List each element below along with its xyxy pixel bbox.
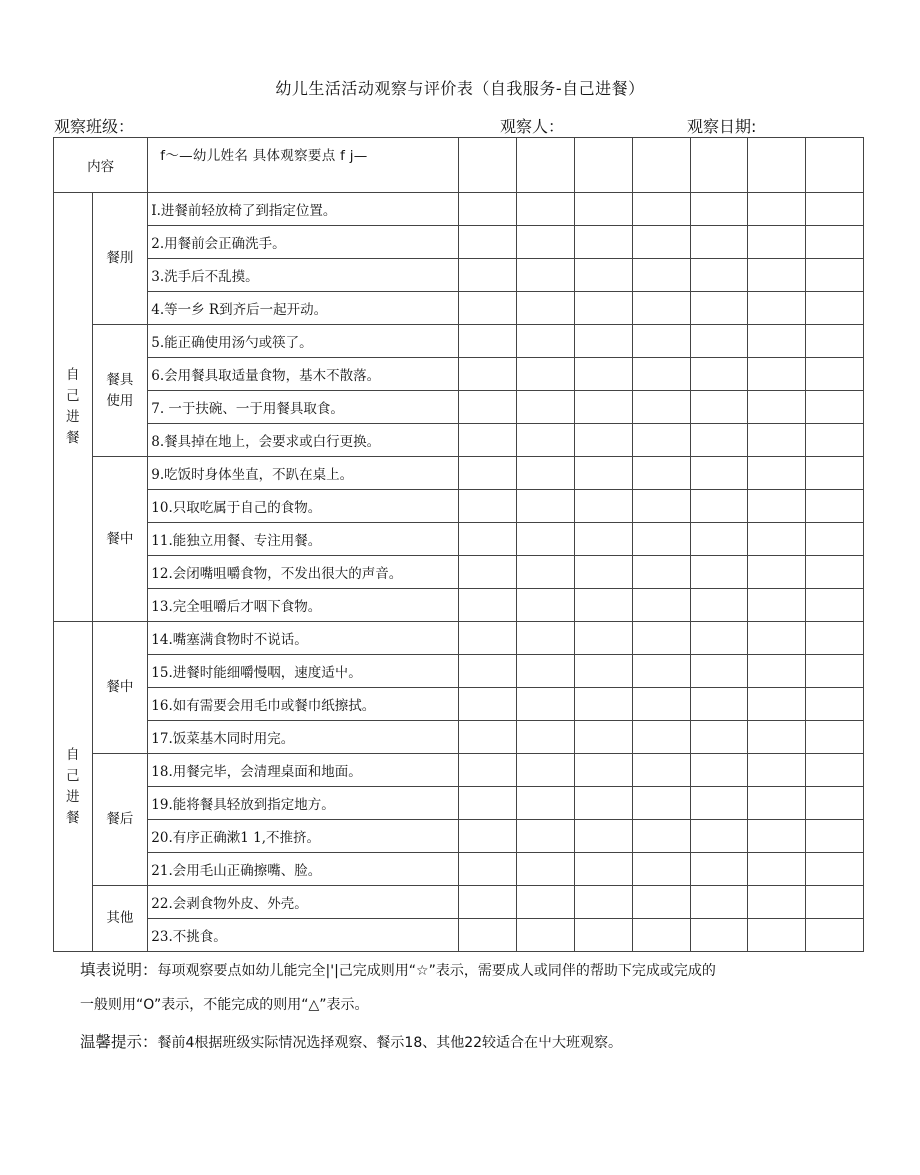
rating-cell[interactable] [806, 787, 864, 820]
rating-cell[interactable] [632, 688, 690, 721]
rating-cell[interactable] [748, 490, 806, 523]
tip-label: 温馨提示： [80, 1033, 158, 1051]
observation-item: 8.餐具掉在地上，会要求或白行更换。 [148, 424, 459, 457]
rating-cell[interactable] [575, 919, 633, 952]
fill-instructions-text: 每项观察要点如幼儿能完全|'|己完成则用“☆”表示，需要成人或同伴的帮助下完成或完成的 [157, 963, 716, 979]
rating-cell[interactable] [690, 226, 748, 259]
observation-item: 4.等一乡 R到齐后一起开动。 [148, 292, 459, 325]
rating-cell[interactable] [575, 886, 633, 919]
rating-cell[interactable] [690, 358, 748, 391]
rating-cell[interactable] [806, 919, 864, 952]
rating-cell[interactable] [690, 523, 748, 556]
rating-cell[interactable] [690, 424, 748, 457]
rating-cell[interactable] [632, 919, 690, 952]
rating-cell[interactable] [575, 424, 633, 457]
observation-item: 14.嘴塞满食物时不说话。 [148, 622, 459, 655]
child-name-cell[interactable] [690, 138, 748, 193]
rating-cell[interactable] [575, 292, 633, 325]
tip-text: 餐前4根据班级实际情况选择观察、餐示18、其他22较适合在屮大班观察。 [157, 1035, 623, 1051]
rating-cell[interactable] [459, 721, 517, 754]
rating-cell[interactable] [459, 919, 517, 952]
observation-item: 2.用餐前会正确洗手。 [148, 226, 459, 259]
rating-cell[interactable] [690, 853, 748, 886]
rating-cell[interactable] [748, 292, 806, 325]
rating-cell[interactable] [690, 589, 748, 622]
rating-cell[interactable] [459, 820, 517, 853]
rating-cell[interactable] [632, 325, 690, 358]
rating-cell[interactable] [517, 325, 575, 358]
rating-cell[interactable] [806, 490, 864, 523]
rating-cell[interactable] [517, 589, 575, 622]
rating-cell[interactable] [459, 589, 517, 622]
rating-cell[interactable] [690, 457, 748, 490]
group-label [92, 622, 148, 754]
group-label [92, 886, 148, 952]
rating-cell[interactable] [632, 490, 690, 523]
rating-cell[interactable] [632, 754, 690, 787]
observation-item: 12.会闭嘴咀嚼食物，不发出很大的声音。 [148, 556, 459, 589]
rating-cell[interactable] [806, 721, 864, 754]
rating-cell[interactable] [806, 523, 864, 556]
rating-cell[interactable] [575, 325, 633, 358]
rating-cell[interactable] [517, 820, 575, 853]
fill-instructions-label: 填表说明： [80, 961, 158, 979]
group-label [92, 193, 148, 325]
rating-cell[interactable] [459, 193, 517, 226]
rating-cell[interactable] [748, 424, 806, 457]
rating-cell[interactable] [459, 292, 517, 325]
rating-cell[interactable] [806, 688, 864, 721]
rating-cell[interactable] [517, 688, 575, 721]
rating-cell[interactable] [517, 226, 575, 259]
rating-cell[interactable] [575, 556, 633, 589]
rating-cell[interactable] [575, 622, 633, 655]
rating-cell[interactable] [690, 919, 748, 952]
rating-cell[interactable] [575, 820, 633, 853]
group-label-text: 餐中 [106, 530, 134, 547]
table-row [54, 754, 864, 787]
rating-cell[interactable] [690, 622, 748, 655]
rating-cell[interactable] [632, 358, 690, 391]
rating-cell[interactable] [690, 886, 748, 919]
rating-cell[interactable] [632, 589, 690, 622]
table-row [54, 688, 864, 721]
rating-cell[interactable] [806, 391, 864, 424]
rating-cell[interactable] [517, 919, 575, 952]
observation-item: 18.用餐完毕，会清理桌面和地面。 [148, 754, 459, 787]
rating-cell[interactable] [690, 787, 748, 820]
rating-cell[interactable] [575, 358, 633, 391]
observation-item: 3.洗手后不乱摸。 [148, 259, 459, 292]
table-row [54, 391, 864, 424]
rating-cell[interactable] [806, 556, 864, 589]
tip [80, 1032, 622, 1053]
table-row [54, 853, 864, 886]
rating-cell[interactable] [806, 259, 864, 292]
rating-cell[interactable] [575, 589, 633, 622]
child-name-header: f～—幼儿姓名 具体观察要点 f j— [148, 138, 459, 193]
content-header: 内容 [54, 138, 148, 193]
rating-cell[interactable] [517, 193, 575, 226]
table-row [54, 292, 864, 325]
rating-cell[interactable] [690, 259, 748, 292]
rating-cell[interactable] [632, 292, 690, 325]
observer-label: 观察人： [500, 117, 565, 136]
rating-cell[interactable] [459, 424, 517, 457]
rating-cell[interactable] [517, 886, 575, 919]
rating-cell[interactable] [632, 787, 690, 820]
rating-cell[interactable] [517, 622, 575, 655]
rating-cell[interactable] [690, 292, 748, 325]
rating-cell[interactable] [806, 193, 864, 226]
rating-cell[interactable] [459, 853, 517, 886]
rating-cell[interactable] [806, 325, 864, 358]
rating-cell[interactable] [459, 886, 517, 919]
observation-item: 15.进餐时能细嚼慢咽，速度适屮。 [148, 655, 459, 688]
rating-cell[interactable] [459, 754, 517, 787]
rating-cell[interactable] [690, 193, 748, 226]
rating-cell[interactable] [517, 490, 575, 523]
rating-cell[interactable] [748, 721, 806, 754]
rating-cell[interactable] [459, 622, 517, 655]
rating-cell[interactable] [575, 754, 633, 787]
rating-cell[interactable] [575, 853, 633, 886]
observation-item: 16.如有需要会用毛巾或餐巾纸擦拭。 [148, 688, 459, 721]
rating-cell[interactable] [517, 391, 575, 424]
rating-cell[interactable] [806, 292, 864, 325]
table-row [54, 193, 864, 226]
rating-cell[interactable] [575, 787, 633, 820]
rating-cell[interactable] [459, 325, 517, 358]
table-row [54, 622, 864, 655]
observation-item: 6.会用餐具取适量食物，基木不散落。 [148, 358, 459, 391]
child-name-cell[interactable] [748, 138, 806, 193]
rating-cell[interactable] [459, 226, 517, 259]
rating-cell[interactable] [632, 391, 690, 424]
rating-cell[interactable] [517, 259, 575, 292]
table-row [54, 919, 864, 952]
rating-cell[interactable] [748, 457, 806, 490]
observation-item: 21.会用毛山正确擦嘴、脸。 [148, 853, 459, 886]
rating-cell[interactable] [517, 787, 575, 820]
group-label [92, 325, 148, 457]
rating-cell[interactable] [632, 193, 690, 226]
rating-cell[interactable] [632, 820, 690, 853]
table-row [54, 226, 864, 259]
rating-cell[interactable] [748, 754, 806, 787]
child-name-cell[interactable] [575, 138, 633, 193]
rating-cell[interactable] [806, 655, 864, 688]
rating-cell[interactable] [459, 556, 517, 589]
group-label-text: 餐后 [106, 811, 134, 827]
rating-cell[interactable] [575, 391, 633, 424]
group-label-text: 餐中 [106, 679, 134, 695]
observation-item: 20.有序正确漱1 1,不推挤。 [148, 820, 459, 853]
group-label-text: 餐具使用 [106, 371, 134, 409]
rating-cell[interactable] [459, 655, 517, 688]
table-row [54, 721, 864, 754]
observation-item: 7. 一于扶碗、一于用餐具取食。 [148, 391, 459, 424]
rating-cell[interactable] [690, 556, 748, 589]
rating-cell[interactable] [690, 721, 748, 754]
group-label-text: 其他 [106, 910, 134, 926]
section-label-text: 自己进餐 [66, 367, 80, 446]
rating-cell[interactable] [690, 325, 748, 358]
rating-cell[interactable] [806, 358, 864, 391]
observation-item: 22.会剥食物外皮、外壳。 [148, 886, 459, 919]
rating-cell[interactable] [517, 655, 575, 688]
rating-cell[interactable] [632, 424, 690, 457]
rating-cell[interactable] [575, 226, 633, 259]
section-label-text: 自己进餐 [66, 746, 80, 826]
rating-cell[interactable] [748, 325, 806, 358]
rating-cell[interactable] [459, 490, 517, 523]
rating-cell[interactable] [806, 457, 864, 490]
child-name-cell[interactable] [459, 138, 517, 193]
observation-item: I.进餐前轻放椅了到指定位置。 [148, 193, 459, 226]
rating-cell[interactable] [575, 457, 633, 490]
table-row [54, 259, 864, 292]
observation-item: 11.能独立用餐、专注用餐。 [148, 523, 459, 556]
section-label [54, 622, 93, 952]
rating-cell[interactable] [517, 853, 575, 886]
rating-cell[interactable] [690, 655, 748, 688]
rating-cell[interactable] [806, 820, 864, 853]
page-title: 幼儿生活活动观察与评价表（自我服务-自己进餐） [275, 79, 645, 98]
rating-cell[interactable] [690, 820, 748, 853]
table-row [54, 523, 864, 556]
rating-cell[interactable] [748, 391, 806, 424]
observation-item: 10.只取吃属于自己的食物。 [148, 490, 459, 523]
date-label: 观察日期: [687, 117, 757, 136]
rating-cell[interactable] [459, 787, 517, 820]
rating-cell[interactable] [632, 523, 690, 556]
rating-cell[interactable] [748, 358, 806, 391]
rating-cell[interactable] [806, 424, 864, 457]
rating-cell[interactable] [575, 490, 633, 523]
rating-cell[interactable] [632, 721, 690, 754]
rating-cell[interactable] [517, 556, 575, 589]
rating-cell[interactable] [459, 457, 517, 490]
table-row [54, 325, 864, 358]
rating-cell[interactable] [575, 721, 633, 754]
rating-cell[interactable] [632, 886, 690, 919]
observation-item: 13.完全咀嚼后才咽下食物。 [148, 589, 459, 622]
rating-cell[interactable] [632, 556, 690, 589]
observation-table [53, 137, 864, 952]
rating-cell[interactable] [806, 589, 864, 622]
rating-cell[interactable] [632, 457, 690, 490]
rating-cell[interactable] [748, 193, 806, 226]
rating-cell[interactable] [806, 754, 864, 787]
observation-item: 9.吃饭时身体坐直，不趴在桌上。 [148, 457, 459, 490]
rating-cell[interactable] [517, 721, 575, 754]
table-row [54, 424, 864, 457]
rating-cell[interactable] [690, 391, 748, 424]
rating-cell[interactable] [575, 688, 633, 721]
table-row [54, 556, 864, 589]
rating-cell[interactable] [690, 688, 748, 721]
rating-cell[interactable] [459, 259, 517, 292]
section-label [54, 193, 93, 622]
rating-cell[interactable] [690, 754, 748, 787]
table-header-row [54, 138, 864, 193]
rating-cell[interactable] [632, 853, 690, 886]
group-label [92, 457, 148, 622]
table-row [54, 358, 864, 391]
rating-cell[interactable] [575, 259, 633, 292]
rating-cell[interactable] [517, 292, 575, 325]
table-row [54, 787, 864, 820]
rating-cell[interactable] [632, 655, 690, 688]
rating-cell[interactable] [748, 589, 806, 622]
observation-item: 23.不挑食。 [148, 919, 459, 952]
rating-cell[interactable] [748, 919, 806, 952]
rating-cell[interactable] [632, 226, 690, 259]
rating-cell[interactable] [517, 754, 575, 787]
rating-cell[interactable] [748, 622, 806, 655]
rating-cell[interactable] [690, 490, 748, 523]
table-row [54, 490, 864, 523]
rating-cell[interactable] [806, 853, 864, 886]
child-name-cell[interactable] [806, 138, 864, 193]
rating-cell[interactable] [748, 259, 806, 292]
rating-cell[interactable] [459, 358, 517, 391]
observation-item: 19.能将餐具轻放到指定地方。 [148, 787, 459, 820]
rating-cell[interactable] [748, 853, 806, 886]
fill-instructions [80, 960, 716, 981]
rating-cell[interactable] [575, 655, 633, 688]
rating-cell[interactable] [748, 820, 806, 853]
rating-cell[interactable] [806, 622, 864, 655]
child-name-cell[interactable] [632, 138, 690, 193]
rating-cell[interactable] [748, 523, 806, 556]
child-name-cell[interactable] [517, 138, 575, 193]
observation-item: 5.能正确使用汤勺或筷了。 [148, 325, 459, 358]
rating-cell[interactable] [806, 886, 864, 919]
rating-cell[interactable] [517, 457, 575, 490]
fill-instructions-continued: 一般则用“O”表示，不能完成的则用“△”表示。 [80, 997, 369, 1013]
group-label-text: 餐刖 [106, 250, 134, 266]
table-row [54, 457, 864, 490]
table-row [54, 589, 864, 622]
rating-cell[interactable] [748, 886, 806, 919]
class-label: 观察班级： [54, 117, 135, 136]
group-label [92, 754, 148, 886]
rating-cell[interactable] [806, 226, 864, 259]
rating-cell[interactable] [459, 391, 517, 424]
rating-cell[interactable] [748, 655, 806, 688]
rating-cell[interactable] [517, 523, 575, 556]
rating-cell[interactable] [459, 523, 517, 556]
table-row [54, 886, 864, 919]
rating-cell[interactable] [575, 523, 633, 556]
rating-cell[interactable] [517, 358, 575, 391]
rating-cell[interactable] [575, 193, 633, 226]
observation-item: 17.饭菜基木同时用完。 [148, 721, 459, 754]
rating-cell[interactable] [748, 688, 806, 721]
rating-cell[interactable] [459, 688, 517, 721]
rating-cell[interactable] [517, 424, 575, 457]
rating-cell[interactable] [748, 556, 806, 589]
table-row [54, 655, 864, 688]
rating-cell[interactable] [632, 622, 690, 655]
rating-cell[interactable] [748, 226, 806, 259]
table-row [54, 820, 864, 853]
rating-cell[interactable] [632, 259, 690, 292]
rating-cell[interactable] [748, 787, 806, 820]
